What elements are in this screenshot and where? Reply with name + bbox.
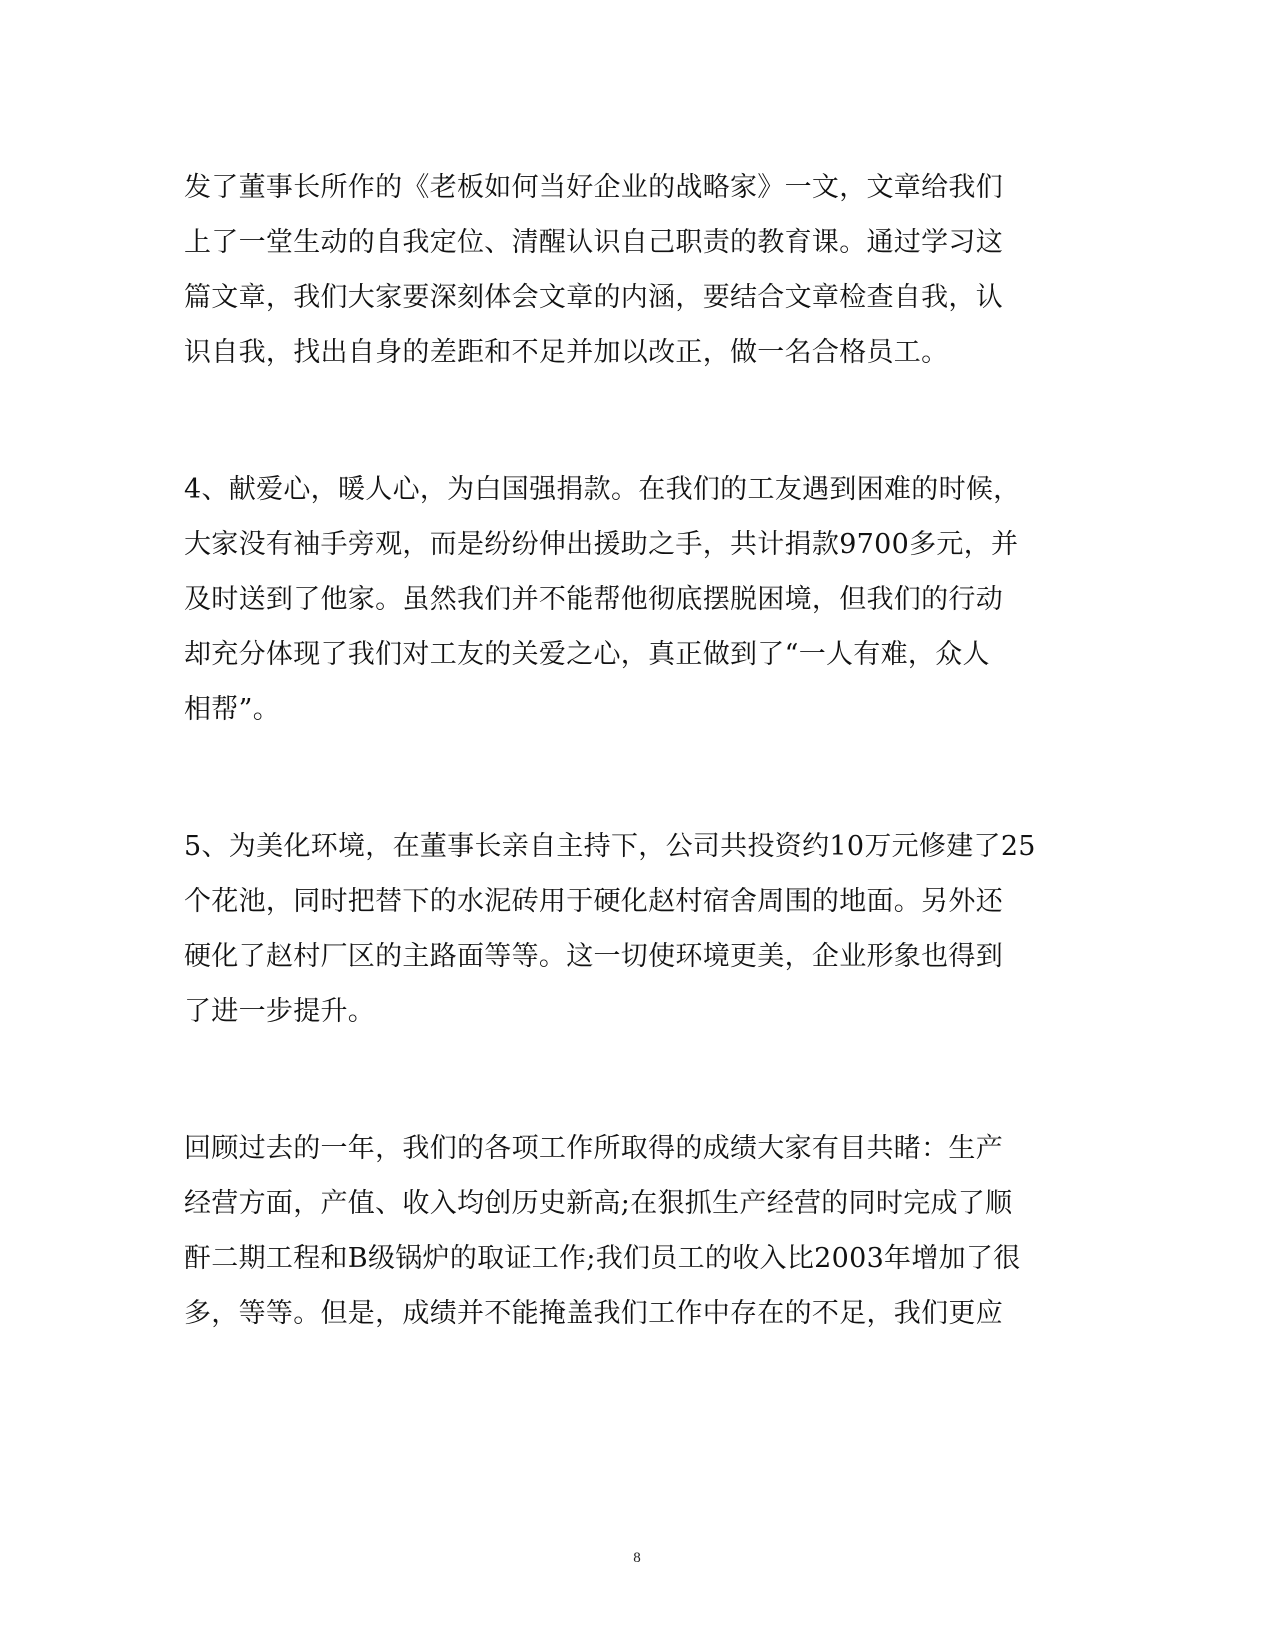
text-line: 回顾过去的一年，我们的各项工作所取得的成绩大家有目共睹：生产 — [184, 1133, 1003, 1164]
text-line: 大家没有袖手旁观，而是纷纷伸出援助之手，共计捐款9700多元，并 — [184, 529, 1019, 560]
text-line: 却充分体现了我们对工友的关爱之心，真正做到了“一人有难，众人 — [184, 639, 990, 670]
text-line: 硬化了赵村厂区的主路面等等。这一切使环境更美，企业形象也得到 — [184, 941, 1003, 972]
paragraph-spacer — [184, 380, 1074, 462]
text-line: 个花池，同时把替下的水泥砖用于硬化赵村宿舍周围的地面。另外还 — [184, 886, 1003, 917]
text-line: 相帮”。 — [184, 694, 281, 725]
text-line: 多，等等。但是，成绩并不能掩盖我们工作中存在的不足，我们更应 — [184, 1298, 1003, 1329]
paragraph-donation — [184, 462, 1074, 737]
text-line: 酐二期工程和B级锅炉的取证工作;我们员工的收入比2003年增加了很 — [184, 1243, 1021, 1274]
text-line: 及时送到了他家。虽然我们并不能帮他彻底摆脱困境，但我们的行动 — [184, 584, 1003, 615]
text-line: 4、献爱心，暖人心，为白国强捐款。在我们的工友遇到困难的时候， — [184, 474, 1021, 505]
text-line: 经营方面，产值、收入均创历史新高;在狠抓生产经营的同时完成了顺 — [184, 1188, 1013, 1219]
body-text — [184, 160, 1074, 1341]
page-number: 8 — [633, 1550, 641, 1566]
paragraph-spacer — [184, 1039, 1074, 1121]
text-line: 识自我，找出自身的差距和不足并加以改正，做一名合格员工。 — [184, 337, 949, 368]
paragraph-review — [184, 1121, 1074, 1341]
paragraph-spacer — [184, 737, 1074, 819]
text-line: 5、为美化环境，在董事长亲自主持下，公司共投资约10万元修建了25 — [184, 831, 1036, 862]
paragraph-environment — [184, 819, 1074, 1039]
text-line: 发了董事长所作的《老板如何当好企业的战略家》一文，文章给我们 — [184, 172, 1003, 203]
text-line: 了进一步提升。 — [184, 996, 376, 1027]
paragraph-study-article — [184, 160, 1074, 380]
text-line: 上了一堂生动的自我定位、清醒认识自己职责的教育课。通过学习这 — [184, 227, 1003, 258]
text-line: 篇文章，我们大家要深刻体会文章的内涵，要结合文章检查自我，认 — [184, 282, 1003, 313]
